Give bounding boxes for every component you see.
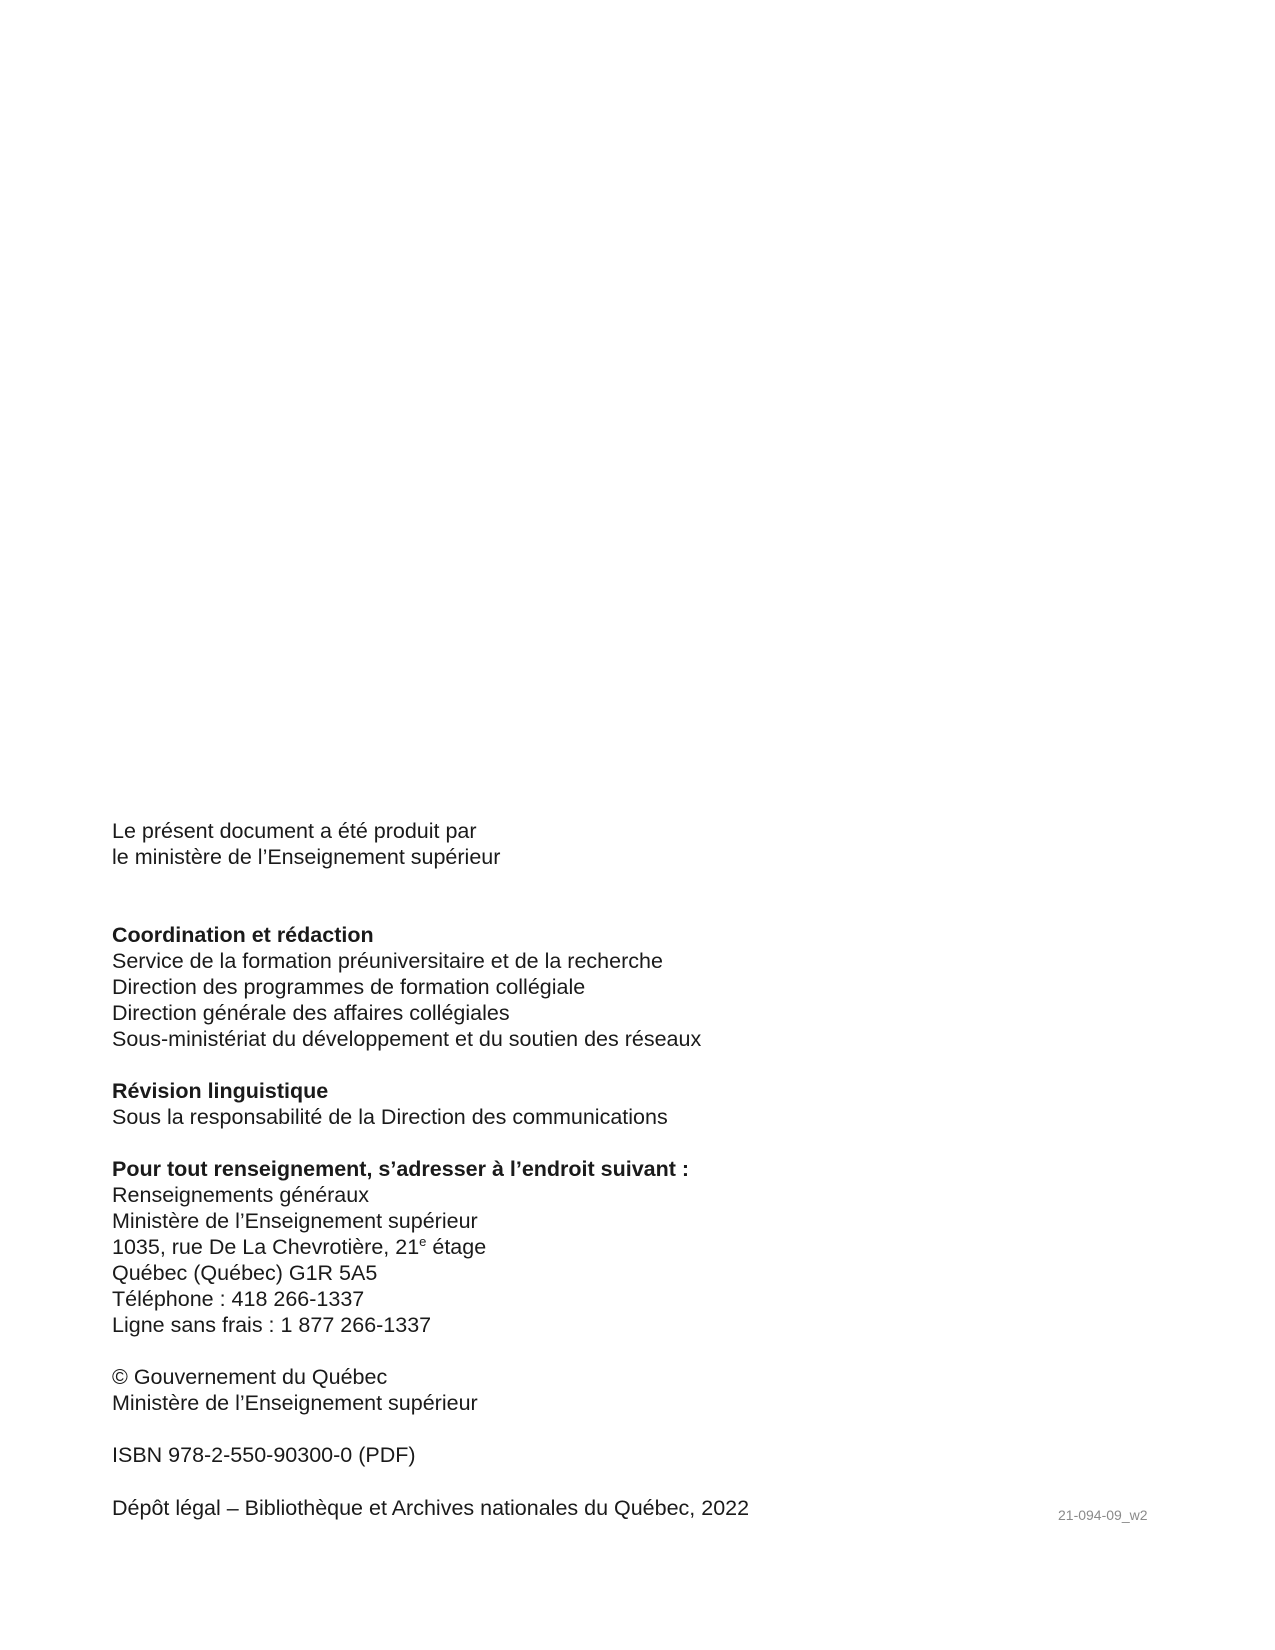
revision-section <box>112 1078 932 1130</box>
coordination-line: Direction générale des affaires collégiales <box>112 1001 510 1025</box>
revision-heading: Révision linguistique <box>112 1079 329 1103</box>
producer-statement <box>112 818 932 870</box>
contact-heading: Pour tout renseignement, s’adresser à l’endroit suivant : <box>112 1157 690 1181</box>
copyright-section <box>112 1364 932 1416</box>
contact-address <box>112 1234 932 1260</box>
copyright-line-2: Ministère de l’Enseignement supérieur <box>112 1391 478 1415</box>
coordination-line: Service de la formation préuniversitaire et de la recherche <box>112 949 663 973</box>
colophon <box>112 818 932 1521</box>
contact-section <box>112 1156 932 1338</box>
producer-line-1: Le présent document a été produit par <box>112 819 477 843</box>
contact-city: Québec (Québec) G1R 5A5 <box>112 1261 378 1285</box>
isbn: ISBN 978-2-550-90300-0 (PDF) <box>112 1443 416 1467</box>
legal-deposit: Dépôt légal – Bibliothèque et Archives nationales du Québec, 2022 <box>112 1496 750 1520</box>
contact-service: Renseignements généraux <box>112 1183 369 1207</box>
document-code: 21-094-09_w2 <box>1058 1507 1148 1523</box>
contact-toll-free: Ligne sans frais : 1 877 266-1337 <box>112 1313 432 1337</box>
coordination-heading: Coordination et rédaction <box>112 923 374 947</box>
producer-line-2: le ministère de l’Enseignement supérieur <box>112 845 501 869</box>
isbn-section <box>112 1442 932 1468</box>
address-tail: étage <box>426 1235 487 1259</box>
contact-phone: Téléphone : 418 266-1337 <box>112 1287 365 1311</box>
legal-deposit-section <box>112 1495 932 1521</box>
copyright-line-1: © Gouvernement du Québec <box>112 1365 388 1389</box>
contact-ministry: Ministère de l’Enseignement supérieur <box>112 1209 478 1233</box>
address-main: 1035, rue De La Chevrotière, 21 <box>112 1235 420 1259</box>
coordination-line: Direction des programmes de formation collégiale <box>112 975 586 999</box>
coordination-line: Sous-ministériat du développement et du soutien des réseaux <box>112 1027 702 1051</box>
coordination-section <box>112 922 932 1052</box>
address-superscript: e <box>419 1233 427 1249</box>
revision-line: Sous la responsabilité de la Direction des communications <box>112 1105 668 1129</box>
